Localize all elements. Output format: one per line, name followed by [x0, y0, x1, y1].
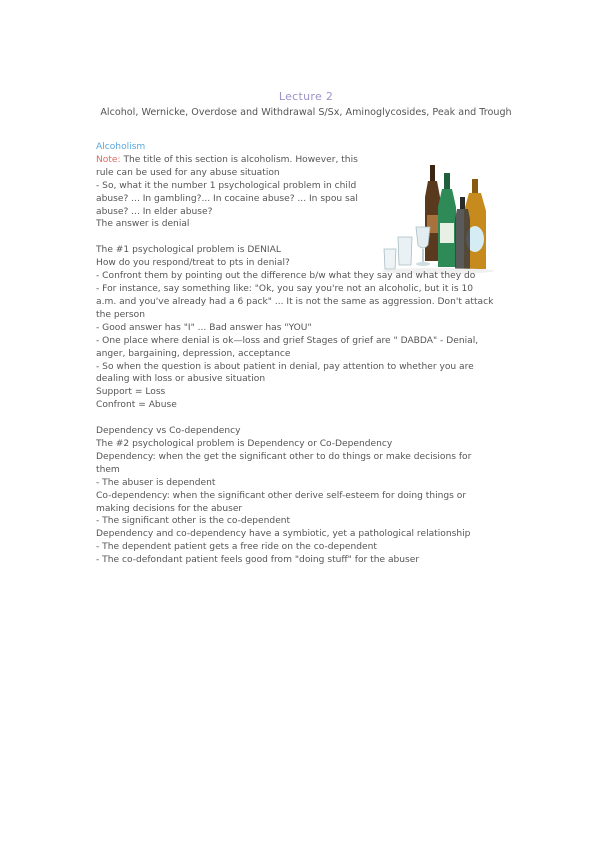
text-line: The answer is denial: [96, 219, 190, 230]
note-paragraph: [96, 154, 378, 180]
text-line: The #1 psychological problem is DENIAL: [96, 245, 281, 256]
text-line: - For instance, say something like: "Ok, you say you're not an alcoholic, but it is 10 a.m. and you've already had a 6 pack" ... It is not the same as aggression. Don't attack the person: [96, 284, 494, 320]
text-line: - So when the question is about patient in denial, pay attention to whether you are dealing with loss or abusive situation: [96, 361, 474, 385]
text-line: Confront = Abuse: [96, 400, 177, 411]
text-line: Co-dependency: when the significant other derive self-esteem for doing things or making decisions for the abuser: [96, 490, 467, 514]
note-text: The title of this section is alcoholism. However, this rule can be used for any abuse situation: [96, 154, 358, 178]
section-heading-dependency: Dependency vs Co-dependency: [96, 426, 241, 437]
text-line: - The significant other is the co-dependent: [96, 516, 291, 527]
text-line: How do you respond/treat to pts in denial?: [96, 258, 290, 269]
note-label: Note:: [96, 154, 121, 165]
text-line: The #2 psychological problem is Dependency or Co-Dependency: [96, 439, 393, 450]
text-line: - The dependent patient gets a free ride on the co-dependent: [96, 542, 377, 553]
text-line: - The abuser is dependent: [96, 477, 216, 488]
lecture-content: [96, 141, 496, 567]
text-line: Dependency: when the get the significant other to do things or make decisions for them: [96, 451, 472, 475]
text-line: - Good answer has "I" ... Bad answer has "YOU": [96, 322, 312, 333]
section-heading-alcoholism: Alcoholism: [96, 142, 146, 152]
page-subtitle: Alcohol, Wernicke, Overdose and Withdrawal S/Sx, Aminoglycosides, Peak and Trough: [100, 107, 512, 118]
text-line: Support = Loss: [96, 387, 166, 398]
text-line: - So, what it the number 1 psychological problem in child abuse? ... In gambling?... In cocaine abuse? ... In spou sal abuse? ... In elder abuse?: [96, 180, 358, 217]
text-line: - One place where denial is ok—loss and grief Stages of grief are " DABDA" - Denial, anger, bargaining, depression, acceptance: [96, 335, 479, 359]
text-line: Dependency and co-dependency have a symbiotic, yet a pathological relationship: [96, 529, 471, 540]
text-line: - Confront them by pointing out the difference b/w what they say and what they do: [96, 271, 476, 282]
text-line: - The co-defondant patient feels good from "doing stuff" for the abuser: [96, 555, 420, 566]
page-title: Lecture 2: [278, 90, 334, 103]
